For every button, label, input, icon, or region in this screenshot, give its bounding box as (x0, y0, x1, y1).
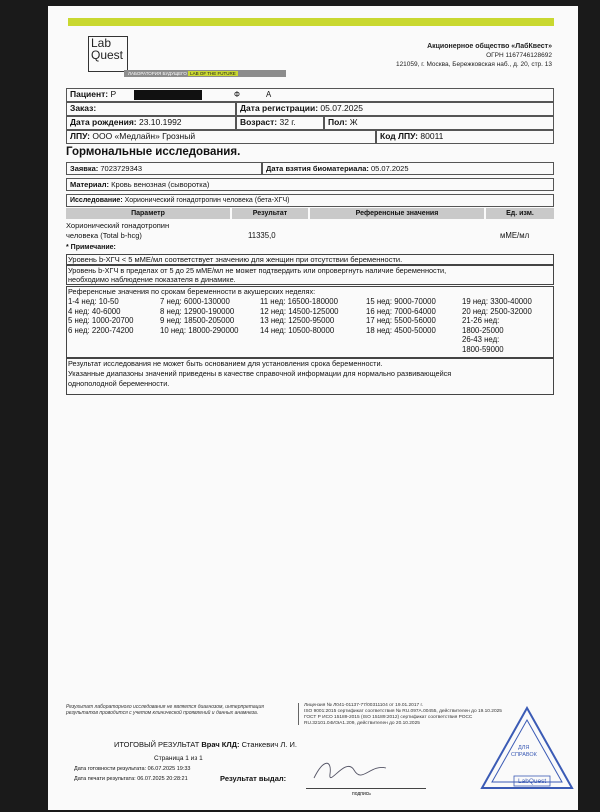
table-header-units: Ед. изм. (486, 208, 554, 219)
age-cell (236, 116, 324, 130)
ref-col3-item: 11 нед: 16500-180000 (260, 297, 338, 306)
ref-col4-item: 15 нед: 9000-70000 (366, 297, 436, 306)
ref-col2-item: 9 нед: 18500-205000 (160, 316, 235, 325)
ref-col1-item: 1-4 нед: 10-50 (68, 297, 119, 306)
lpu-cell (66, 130, 376, 144)
ref-col3-item: 13 нед: 12500-95000 (260, 316, 335, 325)
ref-col5-item: 19 нед: 3300-40000 (462, 297, 532, 306)
company-info (396, 42, 552, 69)
registration-date: 05.07.2025 (320, 103, 363, 113)
reference-title: Референсные значения по срокам беременности в акушерских неделях: (68, 287, 316, 296)
registration-cell (236, 102, 554, 116)
license-line2: ISO 9001:2015 сертификат соответствия № RU.097А.00455, действителен до 19.10.2025 (304, 709, 502, 714)
signature-line (306, 788, 426, 789)
ref-col5-item: 1800-59000 (462, 344, 504, 354)
ref-col2-item: 7 нед: 6000-130000 (160, 297, 230, 306)
request-value: 7023729343 (100, 164, 143, 173)
page-number: Страница 1 из 1 (154, 755, 203, 762)
age-value: 32 г. (279, 117, 296, 127)
company-name: Акционерное общество «ЛабКвест» (427, 43, 552, 50)
order-cell (66, 102, 236, 116)
print-value: 06.07.2025 20:28:21 (137, 776, 188, 782)
ref-col3-item: 14 нед: 10500-80000 (260, 325, 335, 335)
stamp-brand: LabQuest (518, 778, 547, 785)
sex-cell (324, 116, 554, 130)
patient-name-tail-a: Ф (234, 90, 240, 99)
ref-col5-item: 20 нед: 2500-32000 (462, 306, 532, 316)
footer-disclaimer (66, 704, 264, 716)
signature-icon (310, 748, 390, 788)
request-cell (66, 162, 262, 175)
note-line1: Уровень b-ХГЧ < 5 мМЕ/мл соответствует значению для женщин при отсутствии беременности. (68, 255, 403, 264)
material-label: Материал: (70, 180, 109, 189)
patient-label: Пациент: (70, 89, 109, 99)
ref-col5-item: 21-26 нед: (462, 316, 500, 325)
ref-col1-item: 4 нед: 40-6000 (68, 306, 121, 316)
dob-cell (66, 116, 236, 130)
note-label: * Примечание: (66, 244, 116, 251)
issued-label: Результат выдал: (220, 774, 287, 783)
logo-tagline-ru: ЛАБОРАТОРИЯ БУДУЩЕГО (128, 71, 187, 76)
doctor-name: Станкевич Л. И. (241, 740, 297, 749)
ref-col5 (462, 297, 532, 354)
patient-name: Р (110, 89, 117, 99)
note-line2b: необходимо наблюдение показателя в динамике. (68, 275, 236, 284)
disclaimer-line2a: Указанные диапазоны значений приведены в качестве справочной информации для нормально развивающейся (68, 369, 452, 378)
param-line2: человека (Total b-hcg) (66, 231, 142, 240)
lpu-label: ЛПУ: (70, 131, 90, 141)
dob-label: Дата рождения: (70, 117, 137, 127)
patient-name-tail-b: А (266, 90, 272, 99)
units-value: мМЕ/мл (500, 231, 530, 240)
ref-col2 (160, 297, 239, 335)
lpu-code-value: 80011 (420, 131, 444, 141)
material-cell (66, 178, 554, 191)
result-value: 11335,0 (248, 231, 276, 240)
ref-col1-item: 5 нед: 1000-20700 (68, 316, 134, 325)
lpu-code-label: Код ЛПУ: (380, 131, 419, 141)
final-result-label: ИТОГОВЫЙ РЕЗУЛЬТАТ (114, 740, 200, 749)
table-header-result: Результат (232, 208, 308, 219)
footer-note-line1: Результат лабораторного исследования не является диагнозом, интерпретация (66, 704, 264, 710)
ready-value: 06.07.2025 19:33 (147, 766, 191, 772)
lpu-code-cell (376, 130, 554, 144)
ref-col3 (260, 297, 339, 335)
sex-value: Ж (349, 117, 358, 127)
table-header-param: Параметр (66, 208, 230, 219)
license-info (304, 703, 502, 727)
ref-col5-item: 26-43 нед: (462, 335, 500, 344)
ref-col2-item: 10 нед: 18000-290000 (160, 325, 239, 335)
stamp-text-top: ДЛЯ (518, 745, 530, 751)
order-label: Заказ: (70, 103, 97, 113)
ref-col1-item: 6 нед: 2200-74200 (68, 325, 134, 335)
doctor-label: Врач КЛД: (201, 740, 240, 749)
ref-col4-item: 16 нед: 7000-64000 (366, 306, 436, 316)
logo-tagline (124, 70, 286, 77)
redacted-name (134, 90, 202, 100)
study-label: Исследование: (70, 197, 123, 204)
age-label: Возраст: (240, 117, 278, 127)
license-line4: RU.32101.04ИЭА1.209, действителен до 20.10.2025 (304, 721, 420, 726)
license-line1: Лицензия № Л041-01137-77/00311104 от 19.01.2017 г. (304, 703, 424, 708)
final-result-row (114, 740, 297, 750)
dob-value: 23.10.1992 (138, 117, 182, 127)
logo-tagline-en: LAB OF THE FUTURE (190, 71, 236, 76)
logo-line2: Quest (91, 48, 124, 62)
stamp-text-mid: СПРАВОК (511, 752, 537, 758)
registration-label: Дата регистрации: (240, 103, 319, 113)
ref-col3-item: 12 нед: 14500-125000 (260, 306, 339, 316)
lpu-value: ООО «Медлайн» Грозный (92, 131, 196, 141)
company-ogrn: ОГРН 1167746128692 (486, 52, 552, 59)
footer-note-line2: результатов проводится с учетом клинической проявлений и данных анамнеза. (66, 710, 259, 716)
disclaimer-line1: Результат исследования не может быть основанием для установления срока беременности. (68, 359, 383, 368)
note-line2a: Уровень b-ХГЧ в пределах от 5 до 25 мМЕ/мл не может подтвердить или опровергнуть наличие беременности, (68, 266, 447, 275)
disclaimer-line2b: однополодной беременности. (68, 379, 170, 388)
sample-date-cell (262, 162, 554, 175)
ref-col4-item: 17 нед: 5500-56000 (366, 316, 436, 325)
lab-stamp (480, 706, 574, 797)
ref-col4-item: 18 нед: 4500-50000 (366, 325, 436, 335)
logo-line1: Lab (91, 36, 112, 50)
section-title: Гормональные исследования. (66, 146, 241, 158)
param-line1: Хорионический гонадотропин (66, 221, 170, 230)
material-value: Кровь венозная (сыворотка) (111, 180, 210, 189)
table-header-reference: Референсные значения (310, 208, 484, 219)
header-accent-bar (68, 18, 554, 26)
sample-date-value: 05.07.2025 (370, 164, 409, 173)
sex-label: Пол: (328, 117, 348, 127)
study-value: Хорионический гонадотропин человека (бета-ХГЧ) (124, 197, 290, 204)
labquest-logo (88, 36, 128, 72)
footer-divider (298, 703, 299, 725)
sample-date-label: Дата взятия биоматериала: (266, 164, 369, 173)
license-line3: ГОСТ Р ИСО 15189-2015 (ISO 15189:2012) сертификат соответствия РОСС (304, 715, 473, 720)
ref-col4 (366, 297, 436, 335)
print-label: Дата печати результата: (74, 776, 136, 782)
company-address: 121059, г. Москва, Бережковская наб., д. 20, стр. 13 (395, 61, 552, 68)
signature-label: подпись (352, 791, 371, 797)
study-cell (66, 194, 554, 207)
ref-col1 (68, 297, 133, 335)
ready-date (74, 765, 190, 773)
print-date (74, 775, 188, 783)
ref-col5-item: 1800-25000 (462, 325, 504, 335)
request-label: Заявка: (70, 164, 99, 173)
ready-label: Дата готовности результата: (74, 766, 147, 772)
ref-col2-item: 8 нед: 12900-190000 (160, 306, 235, 316)
report-page (48, 6, 578, 810)
